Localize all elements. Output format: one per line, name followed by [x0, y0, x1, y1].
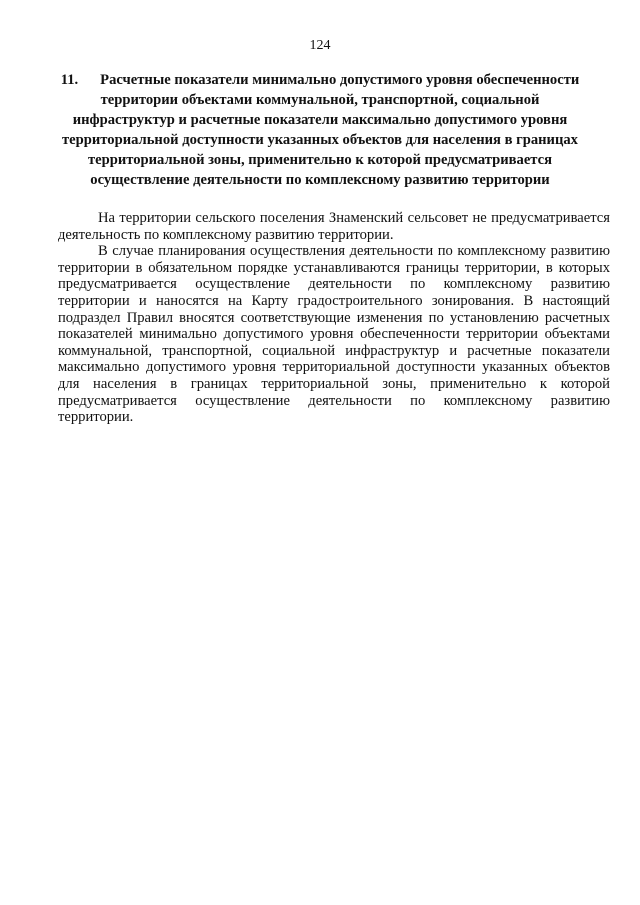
- section-number: 11.: [60, 72, 79, 88]
- paragraph: В случае планирования осуществления деятельности по комплексному развитию территории в обязательном порядке устанавливаются границы территории, в которых предусматривается осуществление деятельности по комплексному развитию территории и наносятся на Карту градостроительного зонирования. В настоящий подраздел Правил вносятся соответствующие изменения по установлению расчетных показателей минимально допустимого уровня обеспеченности территории объектами коммунальной, транспортной, социальной инфраструктур и расчетные показатели максимально допустимого уровня территориальной доступности указанных объектов для населения в границах территориальной зоны, применительно к которой предусматривается осуществление деятельности по комплексному развитию территории.: [58, 243, 610, 426]
- paragraph: На территории сельского поселения Знаменский сельсовет не предусматривается деятельность по комплексному развитию территории.: [58, 210, 610, 243]
- section-title: Расчетные показатели минимально допустимого уровня обеспеченности территории объектами коммунальной, транспортной, социальной инфраструктур и расчетные показатели максимально допустимого уровня территориальной доступности указанных объектов для населения в границах территориальной зоны, применительно к которой предусматривается осуществление деятельности по комплексному развитию территории: [62, 72, 580, 188]
- section-heading: [58, 70, 582, 190]
- page-number: 124: [309, 38, 331, 53]
- section-body: [58, 210, 610, 426]
